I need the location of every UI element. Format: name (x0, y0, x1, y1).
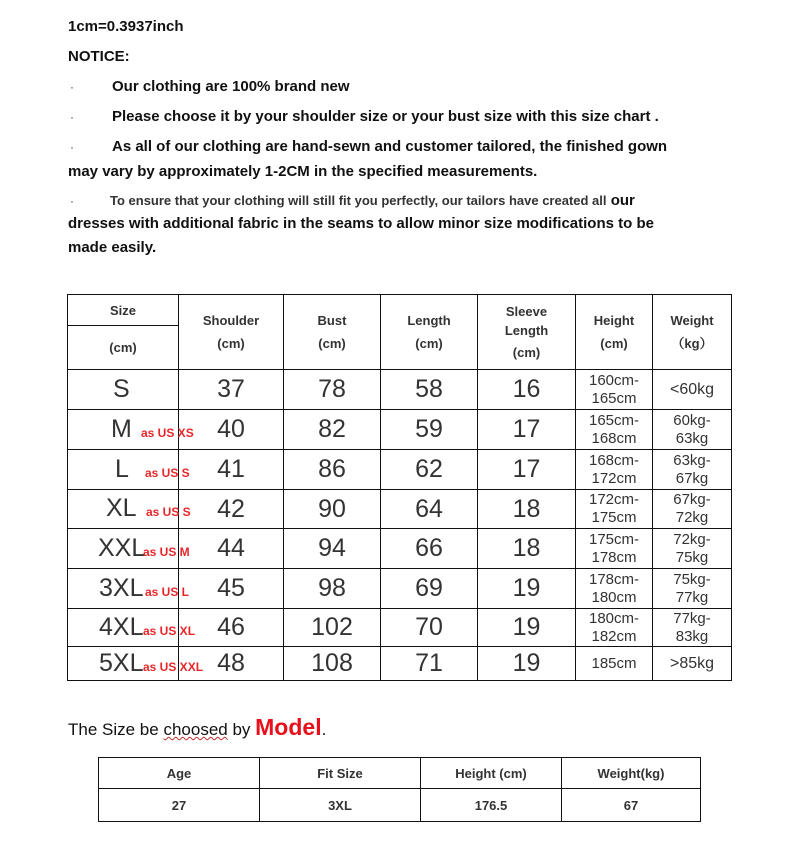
model-height: 176.5 (421, 789, 562, 822)
weight-range (653, 370, 732, 410)
model-title-misspelled-word: choosed (163, 720, 228, 739)
weight-range-start: <60kg (669, 380, 715, 398)
sleeve-value: 17 (478, 410, 576, 450)
size-cell (68, 410, 194, 450)
table-row (68, 569, 732, 609)
weight-range-start: 60kg- (673, 411, 711, 429)
header-weight-label: Weight (670, 313, 714, 328)
table-row (68, 490, 732, 529)
height-range (576, 490, 653, 529)
height-range (576, 370, 653, 410)
size-cell (68, 647, 204, 681)
notice-item-4-line1 (110, 192, 635, 209)
sleeve-value: 18 (478, 490, 576, 529)
weight-range-end: 77kg (675, 588, 709, 606)
model-title-prefix: The Size be (68, 720, 164, 739)
height-range (576, 647, 653, 681)
height-range (576, 529, 653, 569)
length-value: 58 (381, 370, 478, 410)
size-chart-table (67, 294, 732, 681)
bust-value: 98 (284, 569, 381, 609)
header-height-label: Height (593, 313, 635, 328)
header-shoulder (179, 295, 284, 370)
model-header-weight: Weight(kg) (562, 758, 701, 789)
header-sleeve-unit: (cm) (512, 345, 541, 360)
size-label: XXL (98, 533, 146, 562)
shoulder-value: 48 (179, 647, 284, 681)
length-value: 66 (381, 529, 478, 569)
length-value: 62 (381, 450, 478, 490)
size-cell (68, 609, 196, 647)
weight-range-end: 67kg (675, 469, 709, 487)
height-range-end: 175cm (591, 509, 637, 526)
bullet-icon: · (70, 80, 74, 94)
header-size-unit: (cm) (68, 326, 179, 370)
model-fit-size: 3XL (260, 789, 421, 822)
sleeve-value: 16 (478, 370, 576, 410)
height-range-end: 172cm (591, 469, 637, 487)
us-size-equivalent: as US S (145, 465, 190, 480)
size-label: L (115, 454, 129, 483)
weight-range-end: 72kg (675, 509, 709, 526)
us-size-equivalent: as US XXL (143, 659, 204, 674)
table-row (68, 450, 732, 490)
header-bust (284, 295, 381, 370)
header-sleeve-label1: Sleeve (505, 304, 548, 319)
size-label: 5XL (99, 648, 144, 677)
bust-value: 90 (284, 490, 381, 529)
weight-range (653, 490, 732, 529)
size-label: M (111, 414, 132, 443)
height-range-start: 168cm- (588, 451, 640, 469)
model-header-age: Age (99, 758, 260, 789)
length-value: 69 (381, 569, 478, 609)
header-weight-unit: （kg） (671, 336, 713, 351)
header-length (381, 295, 478, 370)
us-size-equivalent: as US XS (141, 425, 194, 440)
height-range-end: 182cm (591, 627, 637, 645)
table-row (68, 647, 732, 681)
height-range-start: 172cm- (588, 491, 640, 508)
height-range-end: 168cm (591, 429, 637, 447)
height-range-end: 165cm (591, 389, 637, 407)
us-size-equivalent: as US XL (143, 623, 196, 638)
notice-item-2: Please choose it by your shoulder size or your bust size with this size chart . (112, 108, 659, 125)
notice-item-4-small: To ensure that your clothing will still fit you perfectly, our tailors have created all (110, 193, 607, 208)
weight-range (653, 529, 732, 569)
height-range (576, 410, 653, 450)
height-range (576, 450, 653, 490)
header-length-label: Length (407, 313, 451, 328)
height-range-start: 175cm- (588, 530, 640, 548)
bust-value: 102 (284, 609, 381, 647)
model-value-row (99, 789, 701, 822)
shoulder-value: 41 (179, 450, 284, 490)
sleeve-value: 18 (478, 529, 576, 569)
us-size-equivalent: as US M (143, 544, 190, 559)
model-title-highlight: Model (255, 714, 322, 740)
header-shoulder-unit: (cm) (217, 336, 245, 351)
header-size: Size (68, 295, 179, 326)
size-label: 4XL (99, 612, 144, 641)
weight-range-start: 72kg- (673, 530, 711, 548)
height-range (576, 609, 653, 647)
weight-range (653, 609, 732, 647)
header-bust-label: Bust (317, 313, 347, 328)
length-value: 64 (381, 490, 478, 529)
model-header-height: Height (cm) (421, 758, 562, 789)
height-range-start: 165cm- (588, 411, 640, 429)
bullet-icon: · (70, 110, 74, 124)
length-value: 70 (381, 609, 478, 647)
size-label: XL (106, 493, 137, 522)
weight-range (653, 450, 732, 490)
header-bust-unit: (cm) (318, 336, 346, 351)
model-title-end: . (321, 720, 327, 739)
sleeve-value: 19 (478, 647, 576, 681)
bullet-icon: · (70, 194, 74, 208)
us-size-equivalent: as US S (146, 504, 191, 519)
shoulder-value: 46 (179, 609, 284, 647)
size-cell (68, 370, 179, 410)
bust-value: 82 (284, 410, 381, 450)
height-range (576, 569, 653, 609)
table-row (68, 609, 732, 647)
size-label: 3XL (99, 573, 144, 602)
shoulder-value: 40 (179, 410, 284, 450)
notice-item-1: Our clothing are 100% brand new (112, 78, 350, 95)
height-range-end: 178cm (591, 548, 637, 566)
bust-value: 86 (284, 450, 381, 490)
length-value: 71 (381, 647, 478, 681)
height-range-end: 180cm (591, 588, 637, 606)
size-cell (68, 569, 190, 609)
model-header-row (99, 758, 701, 789)
weight-range (653, 410, 732, 450)
height-range-start: 160cm- (588, 371, 640, 389)
size-cell (68, 490, 191, 529)
weight-range-start: 67kg- (673, 491, 711, 508)
weight-range-start: 63kg- (673, 451, 711, 469)
weight-range-start: 77kg- (673, 609, 711, 627)
table-row (68, 410, 732, 450)
header-height (576, 295, 653, 370)
height-range-start: 178cm- (588, 570, 640, 588)
model-title-mid: by (227, 720, 256, 739)
model-header-fit-size: Fit Size (260, 758, 421, 789)
header-weight (653, 295, 732, 370)
header-row (68, 295, 732, 326)
height-range-start: 180cm- (588, 609, 640, 627)
size-cell (68, 529, 190, 569)
header-length-unit: (cm) (415, 336, 443, 351)
sleeve-value: 19 (478, 569, 576, 609)
sleeve-value: 17 (478, 450, 576, 490)
conversion-note: 1cm=0.3937inch (68, 18, 184, 35)
notice-item-4-line3: made easily. (68, 239, 157, 256)
shoulder-value: 44 (179, 529, 284, 569)
header-sleeve (478, 295, 576, 370)
weight-range-end: 75kg (675, 548, 709, 566)
length-value: 59 (381, 410, 478, 450)
model-table (98, 757, 701, 822)
notice-item-3-line2: may vary by approximately 1-2CM in the specified measurements. (68, 163, 538, 180)
bust-value: 94 (284, 529, 381, 569)
weight-range-start: 75kg- (673, 570, 711, 588)
header-shoulder-label: Shoulder (202, 313, 260, 328)
weight-range (653, 569, 732, 609)
header-sleeve-label2: Length (504, 323, 549, 338)
table-row (68, 529, 732, 569)
size-label: S (113, 374, 130, 403)
notice-item-4-line2: dresses with additional fabric in the seams to allow minor size modifications to be (68, 215, 654, 232)
weight-range-start: >85kg (669, 654, 715, 672)
bust-value: 108 (284, 647, 381, 681)
notice-title: NOTICE: (68, 48, 130, 65)
weight-range-end: 83kg (675, 627, 709, 645)
shoulder-value: 37 (179, 370, 284, 410)
model-age: 27 (99, 789, 260, 822)
bust-value: 78 (284, 370, 381, 410)
model-title (68, 714, 326, 741)
model-weight: 67 (562, 789, 701, 822)
header-height-unit: (cm) (600, 336, 628, 351)
notice-item-4-tail: our (610, 192, 635, 209)
shoulder-value: 45 (179, 569, 284, 609)
size-cell (68, 450, 190, 490)
bullet-icon: · (70, 140, 74, 154)
us-size-equivalent: as US L (145, 584, 190, 599)
table-row (68, 370, 732, 410)
notice-item-3-line1: As all of our clothing are hand-sewn and customer tailored, the finished gown (112, 138, 668, 155)
shoulder-value: 42 (179, 490, 284, 529)
weight-range-end: 63kg (675, 429, 709, 447)
weight-range (653, 647, 732, 681)
sleeve-value: 19 (478, 609, 576, 647)
height-range-start: 185cm (591, 654, 637, 672)
